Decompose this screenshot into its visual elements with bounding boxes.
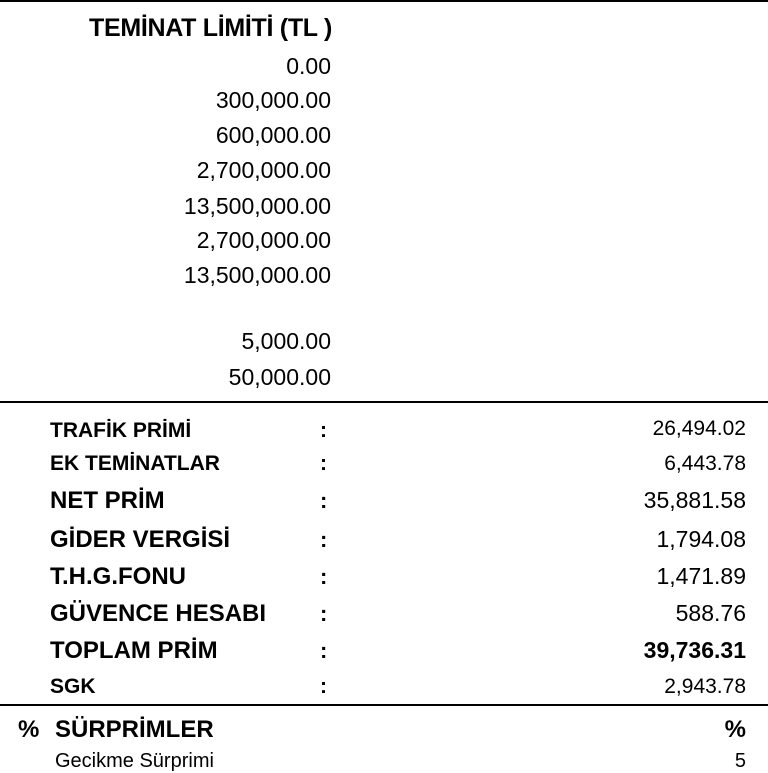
premium-colon: : (320, 638, 328, 663)
premium-label: TOPLAM PRİM (50, 637, 218, 664)
premium-colon: : (320, 564, 328, 589)
coverage-limit-value: 300,000.00 (215, 87, 331, 113)
premium-value: 2,943.78 (664, 675, 746, 698)
premium-colon: : (320, 527, 328, 552)
premium-label: GİDER VERGİSİ (50, 526, 231, 553)
coverage-limit-value: 600,000.00 (215, 122, 331, 148)
coverage-limit-value: 2,700,000.00 (196, 227, 331, 253)
premium-colon: : (320, 452, 327, 475)
premium-value: 1,794.08 (656, 526, 746, 552)
surcharge-label: Gecikme Sürprimi (55, 750, 214, 772)
premium-value: 35,881.58 (643, 487, 746, 513)
premium-colon: : (320, 488, 328, 513)
premium-value: 39,736.31 (643, 637, 746, 663)
premium-value: 1,471.89 (656, 563, 746, 589)
surcharge-percent-symbol: % (18, 716, 40, 743)
premium-label: EK TEMİNATLAR (50, 452, 220, 475)
surcharges-title: SÜRPRİMLER (55, 716, 214, 743)
premium-value: 6,443.78 (664, 452, 746, 475)
section-divider (0, 704, 768, 706)
premium-label: T.H.G.FONU (50, 563, 186, 590)
premium-colon: : (320, 675, 327, 698)
coverage-limit-value: 50,000.00 (228, 364, 331, 390)
premium-value: 26,494.02 (652, 417, 746, 440)
premium-label: TRAFİK PRİMİ (50, 419, 192, 442)
coverage-limit-title: TEMİNAT LİMİTİ (TL ) (88, 14, 332, 42)
premium-label: SGK (50, 675, 96, 698)
coverage-limit-value: 2,700,000.00 (196, 157, 331, 183)
coverage-limit-value: 5,000.00 (241, 328, 331, 354)
premium-colon: : (320, 601, 328, 626)
coverage-limit-value: 13,500,000.00 (183, 262, 331, 288)
surcharge-unit-header: % (724, 716, 746, 743)
coverage-limit-value: 13,500,000.00 (183, 193, 331, 219)
premium-value: 588.76 (675, 600, 746, 626)
premium-colon: : (320, 419, 327, 442)
surcharge-value: 5 (734, 750, 746, 772)
coverage-limit-value: 0.00 (286, 53, 331, 79)
premium-label: NET PRİM (50, 487, 165, 514)
section-divider (0, 401, 768, 403)
premium-label: GÜVENCE HESABI (50, 600, 267, 627)
top-rule (0, 0, 768, 2)
